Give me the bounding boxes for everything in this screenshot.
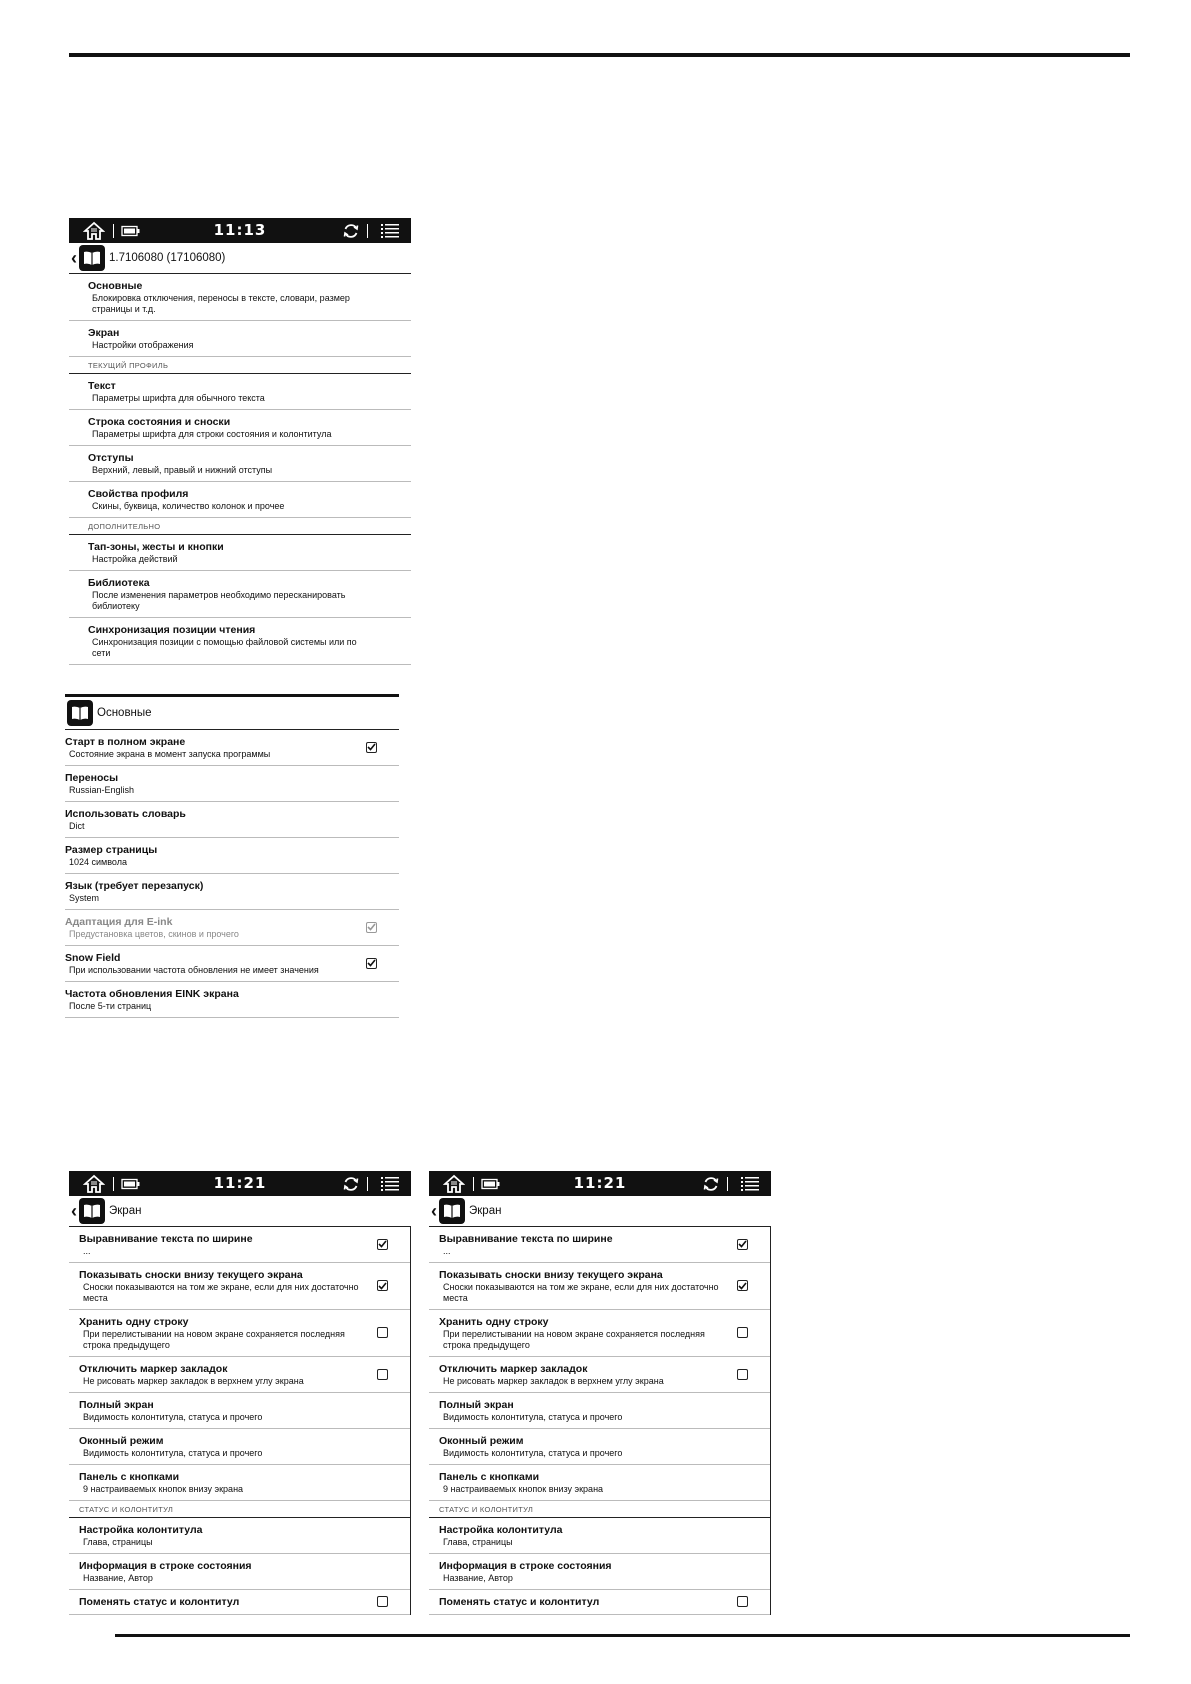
settings-item-subtitle: Название, Автор: [83, 1573, 153, 1583]
settings-item-title: Хранить одну строку: [79, 1316, 189, 1328]
settings-item[interactable]: [429, 1310, 770, 1357]
sync-icon[interactable]: [342, 218, 360, 243]
section-header: ДОПОЛНИТЕЛЬНО: [69, 518, 411, 535]
settings-item[interactable]: [65, 802, 399, 838]
checkbox-icon[interactable]: [377, 1596, 388, 1607]
basic-header: [65, 697, 399, 730]
settings-item[interactable]: [429, 1227, 770, 1263]
settings-item-subtitle: Скины, буквица, количество колонок и прочее: [92, 501, 285, 511]
settings-item[interactable]: [69, 482, 411, 518]
settings-item[interactable]: [429, 1590, 770, 1615]
book-icon: [79, 245, 105, 271]
checkbox-icon[interactable]: [377, 1280, 388, 1291]
header-title: Основные: [97, 707, 152, 719]
settings-item-title: Размер страницы: [65, 844, 158, 856]
settings-item-subtitle: Настройка действий: [92, 554, 178, 564]
book-icon: [67, 700, 93, 726]
settings-item-subtitle: Видимость колонтитула, статуса и прочего: [443, 1448, 623, 1458]
settings-item-title: Snow Field: [65, 952, 121, 964]
settings-item-title: Отступы: [88, 452, 134, 464]
settings-item-title: Настройка колонтитула: [439, 1524, 563, 1536]
settings-item[interactable]: [69, 1357, 410, 1393]
screenshot-settings-main: [69, 218, 411, 673]
header-title: Экран: [469, 1205, 502, 1217]
settings-item[interactable]: [429, 1429, 770, 1465]
settings-list: [429, 1227, 771, 1615]
clock: 11:21: [213, 1174, 267, 1192]
settings-item[interactable]: [429, 1518, 770, 1554]
settings-item-title: Использовать словарь: [65, 808, 186, 820]
checkbox-icon[interactable]: [737, 1239, 748, 1250]
settings-item-title: Старт в полном экране: [65, 736, 186, 748]
settings-item[interactable]: [69, 410, 411, 446]
settings-item-title: Тап-зоны, жесты и кнопки: [88, 541, 224, 553]
settings-item[interactable]: [69, 321, 411, 357]
settings-item[interactable]: [65, 874, 399, 910]
settings-item-title: Отключить маркер закладок: [439, 1363, 588, 1375]
settings-item-subtitle: 9 настраиваемых кнопок внизу экрана: [443, 1484, 604, 1494]
screen-header: [429, 1196, 771, 1227]
screenshot-settings-basic: [65, 694, 399, 1039]
settings-item[interactable]: [429, 1554, 770, 1590]
checkbox-icon[interactable]: [737, 1280, 748, 1291]
settings-item[interactable]: [429, 1357, 770, 1393]
settings-item-title: Панель с кнопками: [439, 1471, 540, 1483]
settings-item[interactable]: [69, 535, 411, 571]
settings-item[interactable]: [69, 374, 411, 410]
back-chevron-icon[interactable]: ‹: [431, 1201, 437, 1221]
settings-item-subtitle: Видимость колонтитула, статуса и прочего: [443, 1412, 623, 1422]
settings-item-subtitle: Сноски показываются на том же экране, если для них достаточно места: [83, 1282, 359, 1303]
screen-header: [69, 1196, 411, 1227]
settings-item-title: Полный экран: [79, 1399, 154, 1411]
settings-item-subtitle: Глава, страницы: [443, 1537, 513, 1547]
book-icon: [79, 1198, 105, 1224]
settings-item-title: Панель с кнопками: [79, 1471, 180, 1483]
back-chevron-icon[interactable]: ‹: [71, 248, 77, 268]
settings-item-subtitle: При перелистывании на новом экране сохраняется последняя строка предыдущего: [443, 1329, 705, 1350]
screenshot-screen-settings-left: [69, 1171, 411, 1631]
settings-item-title: Показывать сноски внизу текущего экрана: [439, 1269, 663, 1281]
settings-item-subtitle: System: [69, 893, 100, 903]
screenshot-screen-settings-right: [429, 1171, 771, 1631]
settings-item-subtitle: Блокировка отключения, переносы в тексте, словари, размер страницы и т.д.: [92, 293, 350, 314]
settings-list: [69, 274, 411, 665]
settings-item-subtitle: После изменения параметров необходимо пересканировать библиотеку: [92, 590, 346, 611]
settings-item[interactable]: [69, 1554, 410, 1590]
settings-item-subtitle: 9 настраиваемых кнопок внизу экрана: [83, 1484, 244, 1494]
settings-item[interactable]: [69, 1393, 410, 1429]
section-header: ТЕКУЩИЙ ПРОФИЛЬ: [69, 357, 411, 374]
settings-item-subtitle: Dict: [69, 821, 85, 831]
settings-item[interactable]: [69, 1263, 410, 1310]
settings-item[interactable]: [65, 730, 399, 766]
settings-item[interactable]: [429, 1263, 770, 1310]
settings-item-subtitle: Состояние экрана в момент запуска программы: [69, 749, 271, 759]
settings-item-title: Строка состояния и сноски: [88, 416, 231, 428]
checkbox-icon[interactable]: [377, 1239, 388, 1250]
settings-item-subtitle: Russian-English: [69, 785, 135, 795]
settings-item[interactable]: [69, 1429, 410, 1465]
menu-list-icon[interactable]: [380, 218, 400, 243]
checkbox-icon[interactable]: [737, 1596, 748, 1607]
page-top-rule: [69, 53, 1130, 57]
settings-item[interactable]: [69, 1310, 410, 1357]
settings-item-subtitle: После 5-ти страниц: [69, 1001, 152, 1011]
clock: 11:13: [213, 221, 267, 239]
settings-item[interactable]: [65, 766, 399, 802]
settings-item-title: Выравнивание текста по ширине: [79, 1233, 253, 1245]
settings-item-subtitle: ...: [83, 1246, 91, 1256]
menu-list-icon[interactable]: [380, 1171, 400, 1196]
settings-item-title: Частота обновления EINK экрана: [65, 988, 239, 1000]
section-header: СТАТУС И КОЛОНТИТУЛ: [429, 1501, 770, 1518]
settings-item-subtitle: Предустановка цветов, скинов и прочего: [69, 929, 239, 939]
header-title: 1.7106080 (17106080): [109, 252, 226, 264]
settings-item-title: Хранить одну строку: [439, 1316, 549, 1328]
settings-item-subtitle: Параметры шрифта для строки состояния и колонтитула: [92, 429, 332, 439]
settings-item[interactable]: [65, 838, 399, 874]
settings-item[interactable]: [65, 910, 399, 946]
settings-item-title: Основные: [88, 280, 143, 292]
checkbox-icon[interactable]: [366, 922, 377, 933]
section-header: СТАТУС И КОЛОНТИТУЛ: [69, 1501, 410, 1518]
checkbox-icon[interactable]: [737, 1369, 748, 1380]
settings-item-subtitle: Сноски показываются на том же экране, если для них достаточно места: [443, 1282, 719, 1303]
settings-item-title: Оконный режим: [439, 1435, 524, 1447]
page-bottom-rule: [115, 1634, 1130, 1637]
settings-item-subtitle: Видимость колонтитула, статуса и прочего: [83, 1448, 263, 1458]
book-icon: [439, 1198, 465, 1224]
settings-item[interactable]: [69, 1518, 410, 1554]
settings-item-subtitle: Видимость колонтитула, статуса и прочего: [83, 1412, 263, 1422]
settings-item[interactable]: [429, 1465, 770, 1501]
settings-item-title: Экран: [88, 327, 120, 339]
settings-item[interactable]: [65, 946, 399, 982]
settings-item[interactable]: [69, 1590, 410, 1615]
status-bar: [69, 1171, 411, 1196]
header-title: Экран: [109, 1205, 142, 1217]
clock: 11:21: [573, 1174, 627, 1192]
settings-item-subtitle: Синхронизация позиции с помощью файловой системы или по сети: [92, 637, 357, 658]
settings-item-title: Показывать сноски внизу текущего экрана: [79, 1269, 303, 1281]
settings-item-subtitle: При использовании частота обновления не имеет значения: [69, 965, 319, 975]
settings-item[interactable]: [429, 1393, 770, 1429]
settings-item[interactable]: [69, 274, 411, 321]
settings-item-subtitle: При перелистывании на новом экране сохраняется последняя строка предыдущего: [83, 1329, 345, 1350]
settings-item[interactable]: [69, 618, 411, 665]
settings-item[interactable]: [69, 446, 411, 482]
status-bar: [429, 1171, 771, 1196]
checkbox-icon[interactable]: [377, 1327, 388, 1338]
settings-list: [69, 1227, 411, 1615]
checkbox-icon[interactable]: [366, 742, 377, 753]
settings-item-title: Язык (требует перезапуск): [65, 880, 204, 892]
sync-icon[interactable]: [702, 1171, 720, 1196]
settings-item-subtitle: Параметры шрифта для обычного текста: [92, 393, 265, 403]
back-chevron-icon[interactable]: ‹: [71, 1201, 77, 1221]
settings-item[interactable]: [69, 1465, 410, 1501]
settings-list: [65, 730, 399, 1018]
settings-item-title: Адаптация для E-ink: [65, 916, 173, 928]
settings-item-subtitle: ...: [443, 1246, 451, 1256]
settings-item-subtitle: Название, Автор: [443, 1573, 513, 1583]
settings-item-title: Переносы: [65, 772, 119, 784]
settings-item-title: Информация в строке состояния: [79, 1560, 252, 1572]
settings-item-title: Текст: [88, 380, 116, 392]
settings-item-subtitle: Не рисовать маркер закладок в верхнем углу экрана: [83, 1376, 304, 1386]
settings-item-subtitle: Верхний, левый, правый и нижний отступы: [92, 465, 273, 475]
settings-item-title: Настройка колонтитула: [79, 1524, 203, 1536]
settings-item[interactable]: [69, 1227, 410, 1263]
settings-item-title: Поменять статус и колонтитул: [439, 1596, 600, 1608]
settings-item-title: Синхронизация позиции чтения: [88, 624, 256, 636]
checkbox-icon[interactable]: [377, 1369, 388, 1380]
settings-item-title: Поменять статус и колонтитул: [79, 1596, 240, 1608]
checkbox-icon[interactable]: [366, 958, 377, 969]
checkbox-icon[interactable]: [737, 1327, 748, 1338]
settings-item-title: Библиотека: [88, 577, 150, 589]
settings-item-subtitle: 1024 символа: [69, 857, 127, 867]
settings-item-subtitle: Глава, страницы: [83, 1537, 153, 1547]
settings-item[interactable]: [69, 571, 411, 618]
sync-icon[interactable]: [342, 1171, 360, 1196]
settings-item-title: Отключить маркер закладок: [79, 1363, 228, 1375]
settings-item-title: Выравнивание текста по ширине: [439, 1233, 613, 1245]
settings-item-subtitle: Настройки отображения: [92, 340, 194, 350]
settings-item-title: Оконный режим: [79, 1435, 164, 1447]
settings-item-title: Информация в строке состояния: [439, 1560, 612, 1572]
settings-item-title: Полный экран: [439, 1399, 514, 1411]
settings-item[interactable]: [65, 982, 399, 1018]
status-bar: [69, 218, 411, 243]
settings-header: [69, 243, 411, 274]
settings-item-subtitle: Не рисовать маркер закладок в верхнем углу экрана: [443, 1376, 664, 1386]
menu-list-icon[interactable]: [740, 1171, 760, 1196]
settings-item-title: Свойства профиля: [88, 488, 189, 500]
